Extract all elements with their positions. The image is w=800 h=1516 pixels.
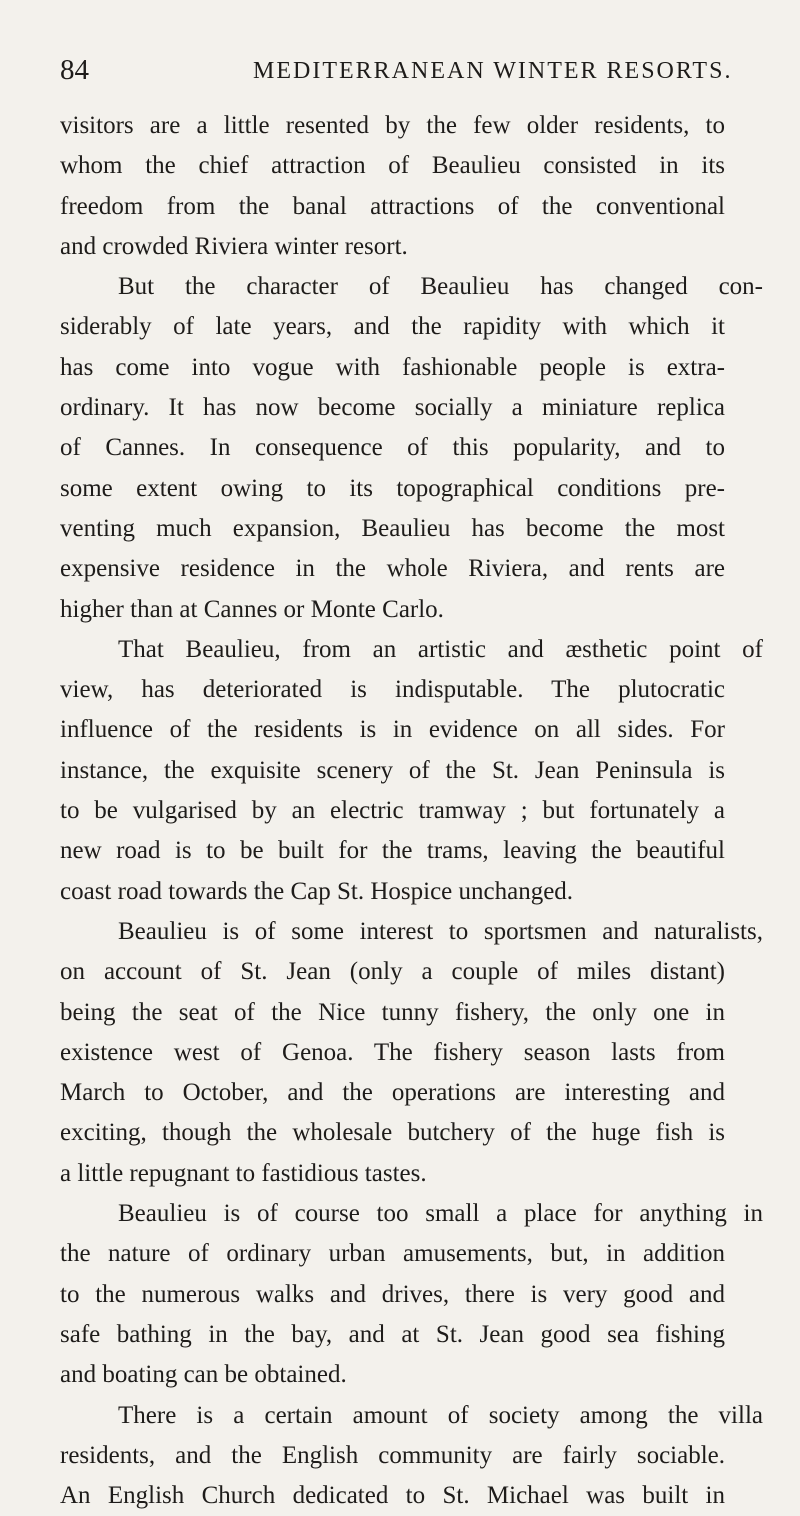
text-line-content: of Cannes. In consequence of this popularity, and to <box>60 434 725 462</box>
text-line-content: ordinary. It has now become socially a miniature replica <box>60 394 725 422</box>
page-header <box>60 52 733 92</box>
text-line-content: some extent owing to its topographical conditions pre- <box>60 474 725 502</box>
text-line-content: safe bathing in the bay, and at St. Jean good sea fishing <box>60 1320 725 1348</box>
text-line-content: existence west of Genoa. The fishery season lasts from <box>60 1038 725 1066</box>
text-line-content: expensive residence in the whole Riviera, and rents are <box>60 555 725 583</box>
text-line-content: to the numerous walks and drives, there is very good and <box>60 1280 725 1308</box>
text-line-content: view, has deteriorated is indisputable. The plutocratic <box>60 676 725 704</box>
text-line-content: Beaulieu is of some interest to sportsmen and naturalists, <box>118 917 763 945</box>
text-line-content: influence of the residents is in evidence on all sides. For <box>60 716 725 744</box>
text-line-content: But the character of Beaulieu has changed con- <box>118 273 763 301</box>
text-line-content: being the seat of the Nice tunny fishery, the only one in <box>60 998 725 1026</box>
text-line-content: instance, the exquisite scenery of the St. Jean Peninsula is <box>60 756 725 784</box>
text-line-content: venting much expansion, Beaulieu has become the most <box>60 514 725 542</box>
text-line-content: There is a certain amount of society among the villa <box>118 1401 763 1429</box>
text-line-content: March to October, and the operations are interesting and <box>60 1079 725 1107</box>
text-line-content: Beaulieu is of course too small a place for anything in <box>118 1200 763 1228</box>
running-head: MEDITERRANEAN WINTER RESORTS. <box>253 58 733 84</box>
text-line-content: residents, and the English community are fairly sociable. <box>60 1441 725 1469</box>
text-line-content: whom the chief attraction of Beaulieu consisted in its <box>60 152 725 180</box>
page-number: 84 <box>60 54 89 86</box>
text-line-content: on account of St. Jean (only a couple of miles distant) <box>60 958 725 986</box>
text-line-content: freedom from the banal attractions of the conventional <box>60 192 725 220</box>
text-line-content: to be vulgarised by an electric tramway ; but fortunately a <box>60 797 725 825</box>
text-line-content: That Beaulieu, from an artistic and æsthetic point of <box>118 635 763 663</box>
text-line-content: exciting, though the wholesale butchery of the huge fish is <box>60 1119 725 1147</box>
text-line-content: has come into vogue with fashionable people is extra- <box>60 353 725 381</box>
text-line-content: visitors are a little resented by the few older residents, to <box>60 112 725 139</box>
text-line-content: the nature of ordinary urban amusements, but, in addition <box>60 1240 725 1268</box>
text-line-content: new road is to be built for the trams, leaving the beautiful <box>60 837 725 865</box>
text-line-content: An English Church dedicated to St. Michael was built in <box>60 1482 725 1510</box>
text-line-content: siderably of late years, and the rapidity with which it <box>60 313 725 341</box>
